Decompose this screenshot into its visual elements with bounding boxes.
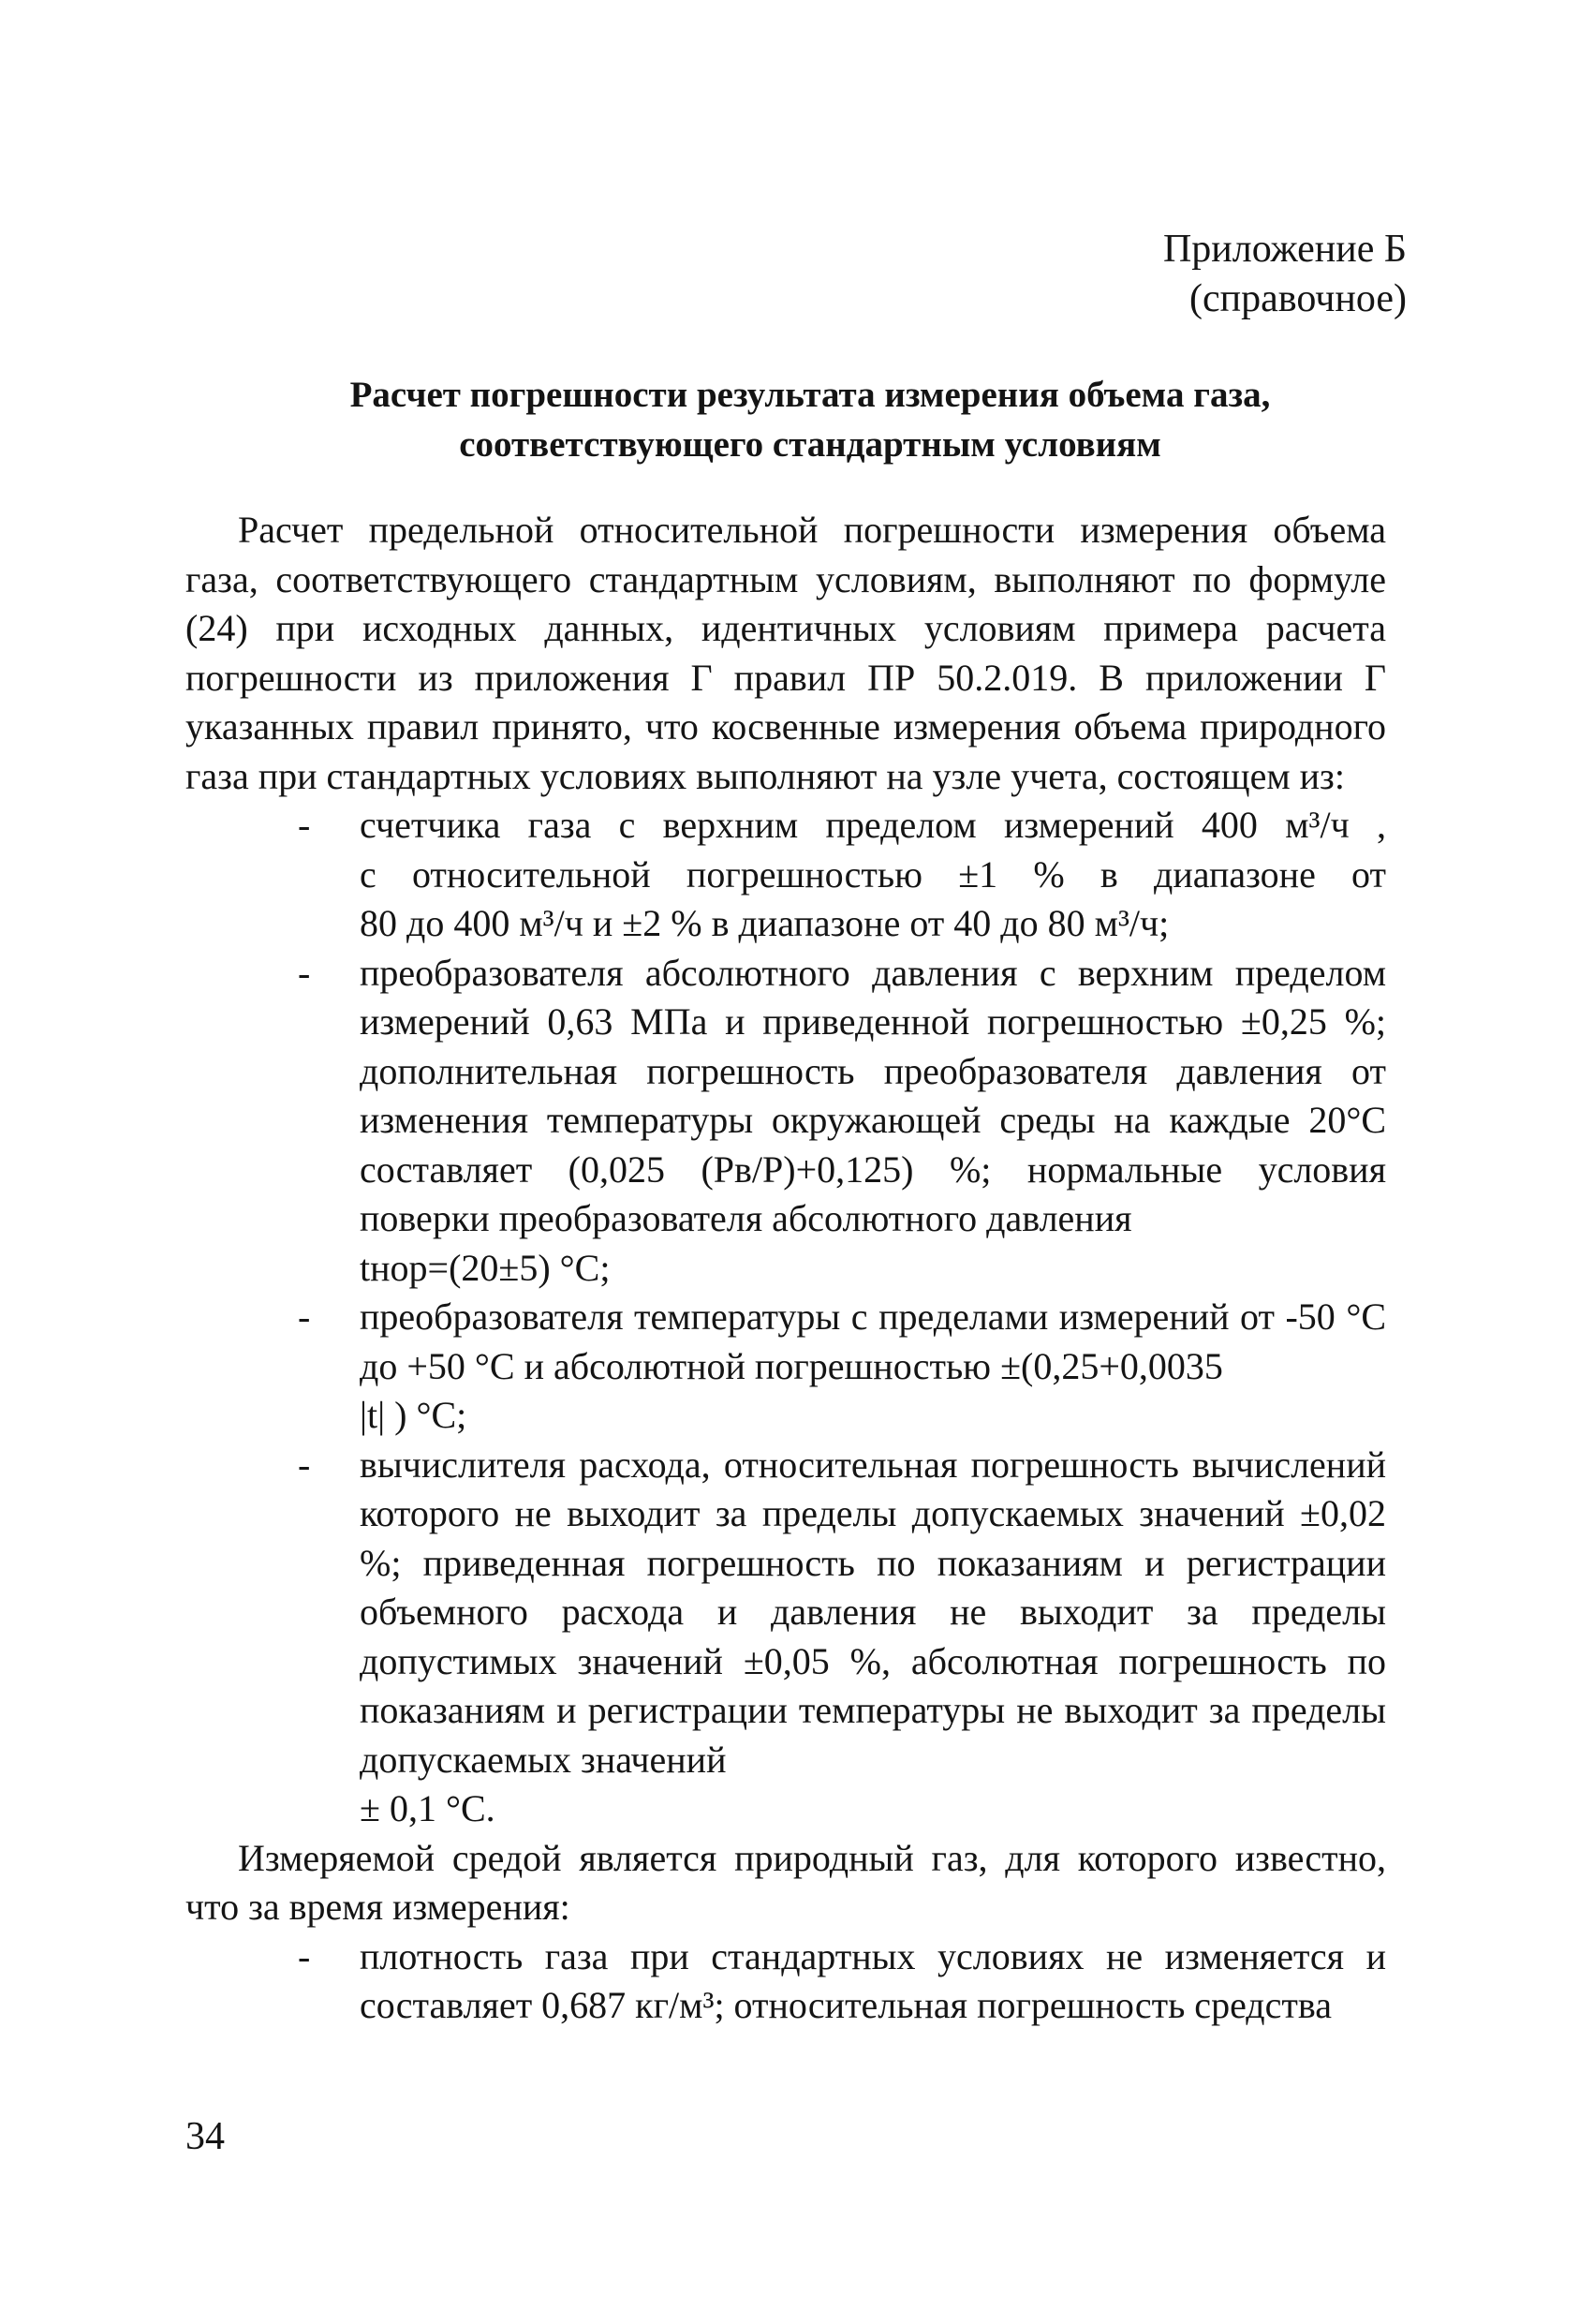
list-item [185,949,1386,1294]
temperature-transducer-text: преобразователя температуры с пределами измерений от -50 °С до +50 °С и абсолютной погрешностью ±(0,25+0,0035 [360,1295,1386,1387]
meter-line-2: с относительной погрешностью ±1 % в диапазоне от [360,852,1386,896]
list-item [185,1441,1386,1834]
flow-computer-text: вычислителя расхода, относительная погрешность вычислений которого не выходит за пределы допускаемых значений ±0,02 %; приведенная погрешность по показаниям и регистрации объемного расхода и давления не выходит за пределы допустимых значений ±0,05 %, абсолютная погрешность по показаниям и регистрации температуры не выходит за пределы допускаемых значений [360,1443,1386,1781]
appendix-note: (справочное) [1189,277,1407,320]
list-dash: - [298,1934,311,1977]
intro-paragraph: Расчет предельной относительной погрешности измерения объема газа, соответствующего стандартным условиям, выполняют по формуле (24) при исходных данных, идентичных условиям примера расчета погрешности из приложения Г правил ПР 50.2.019. В приложении Г указанных правил принято, что косвенные измерения объема природного газа при стандартных условиях выполняют на узле учета, состоящем из: [185,509,1386,797]
list-dash: - [298,1295,311,1338]
list-dash: - [298,804,311,846]
medium-paragraph: Измеряемой средой является природный газ, для которого известно, что за время измерения: [185,1836,1386,1928]
section-title [281,370,1339,469]
meter-line-3: 80 до 400 м³/ч и ±2 % в диапазоне от 40 до 80 м³/ч; [360,902,1170,944]
list-dash: - [298,951,311,994]
list-item [185,1932,1386,2031]
section-title-line-1: Расчет погрешности результата измерения объема газа, [349,375,1271,415]
pressure-normal-conditions: tнор=(20±5) °С; [360,1246,611,1289]
appendix-heading [751,225,1407,324]
pressure-transducer-text: преобразователя абсолютного давления с верхним пределом измерений 0,63 МПа и приведенной погрешностью ±0,25 %; дополнительная погрешность преобразователя давления от изменения температуры окружающей среды на каждые 20°С составляет (0,025 (Pв/P)+0,125) %; нормальные условия поверки преобразователя абсолютного давления [360,951,1386,1239]
list-item [185,1293,1386,1441]
list-item [185,801,1386,949]
gas-density-text: плотность газа при стандартных условиях не изменяется и составляет 0,687 кг/м³; относительная погрешность средства [360,1934,1386,2026]
body-text [185,506,1386,2031]
meter-components-list [185,801,1386,1834]
flow-computer-last-line: ± 0,1 °С. [360,1787,495,1829]
appendix-label: Приложение Б [1162,228,1407,271]
gas-properties-list [185,1932,1386,2031]
section-title-line-2: соответствующего стандартным условиям [459,424,1161,465]
page-number: 34 [185,2115,225,2158]
meter-line-1: счетчика газа с верхним пределом измерений 400 м³/ч , [360,804,1386,846]
temperature-error-formula: |t| ) °С; [360,1394,467,1436]
list-dash: - [298,1443,311,1486]
